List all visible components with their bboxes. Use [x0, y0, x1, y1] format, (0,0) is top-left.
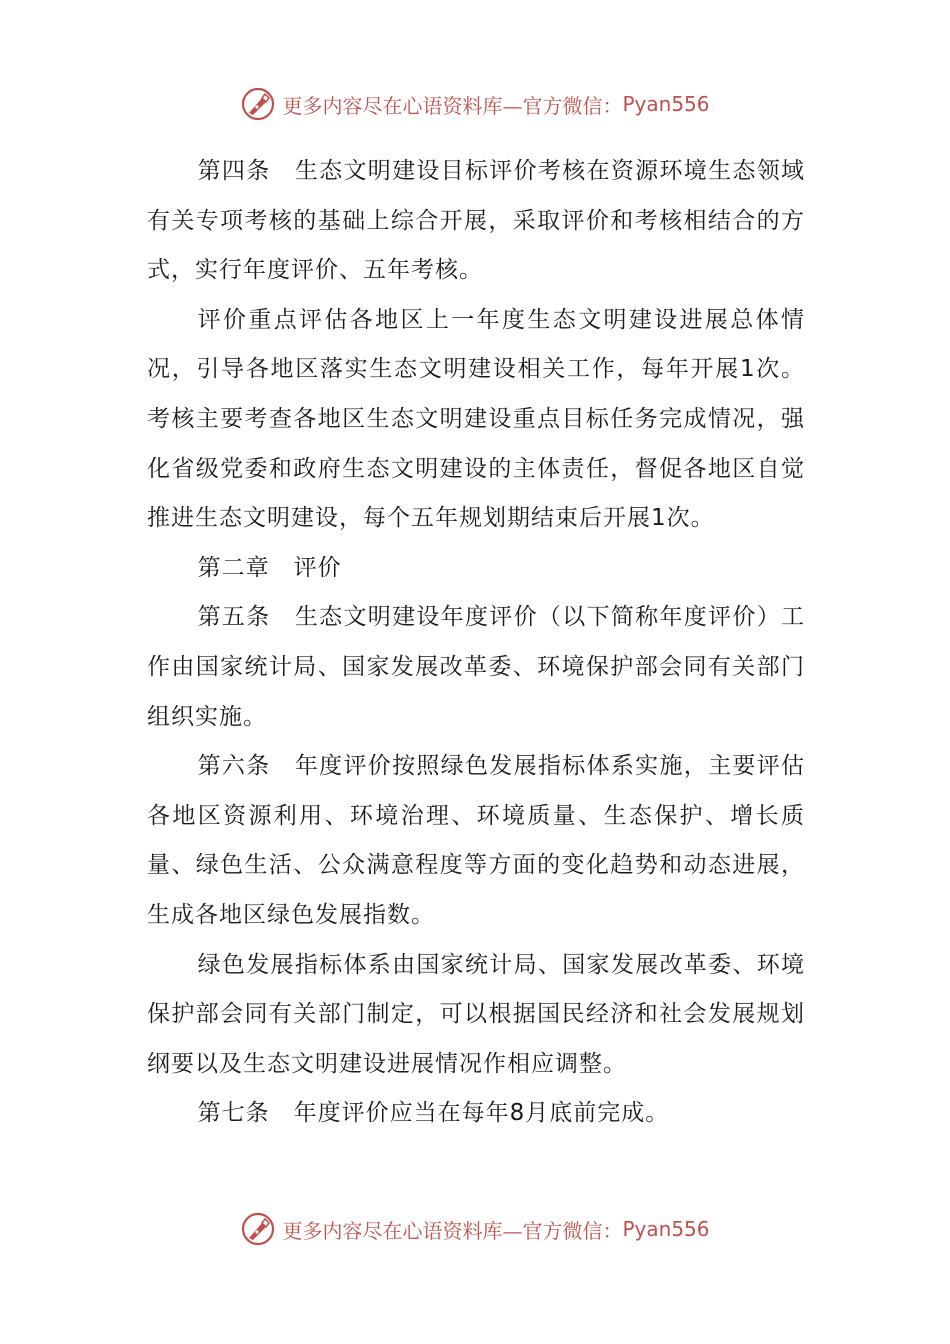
- paragraph-indicator-system: 绿色发展指标体系由国家统计局、国家发展改革委、环境保护部会同有关部门制定，可以根据国民经济和社会发展规划纲要以及生态文明建设进展情况作相应调整。: [147, 951, 805, 1077]
- paragraph-article-6: 第六条 年度评价按照绿色发展指标体系实施，主要评估各地区资源利用、环境治理、环境质量、生态保护、增长质量、绿色生活、公众满意程度等方面的变化趋势和动态进展，生成各地区绿色发展指数。: [147, 753, 805, 928]
- footer-wechat-id: Pyan556: [622, 1217, 710, 1241]
- header-wechat-id: Pyan556: [622, 92, 710, 116]
- chapter-heading: 第二章 评价: [197, 554, 342, 581]
- header-banner: [0, 84, 950, 124]
- header-banner-text: 更多内容尽在心语资料库—官方微信：: [282, 93, 623, 118]
- paragraph-evaluation-focus: 评价重点评估各地区上一年度生态文明建设进展总体情况，引导各地区落实生态文明建设相关工作，每年开展1次。考核主要考查各地区生态文明建设重点目标任务完成情况，强化省级党委和政府生态文明建设的主体责任，督促各地区自觉推进生态文明建设，每个五年规划期结束后开展1次。: [147, 306, 805, 532]
- pen-nib-circle-icon: [240, 86, 276, 122]
- footer-banner: [0, 1209, 950, 1249]
- paragraph-article-5: 第五条 生态文明建设年度评价（以下简称年度评价）工作由国家统计局、国家发展改革委、环境保护部会同有关部门组织实施。: [147, 604, 805, 730]
- paragraph-article-7: 第七条 年度评价应当在每年8月底前完成。: [197, 1100, 670, 1127]
- footer-banner-text: 更多内容尽在心语资料库—官方微信：: [282, 1218, 623, 1243]
- document-body: [147, 147, 805, 1139]
- paragraph-article-4: 第四条 生态文明建设目标评价考核在资源环境生态领域有关专项考核的基础上综合开展，采取评价和考核相结合的方式，实行年度评价、五年考核。: [147, 158, 805, 284]
- pen-nib-circle-icon: [240, 1211, 276, 1247]
